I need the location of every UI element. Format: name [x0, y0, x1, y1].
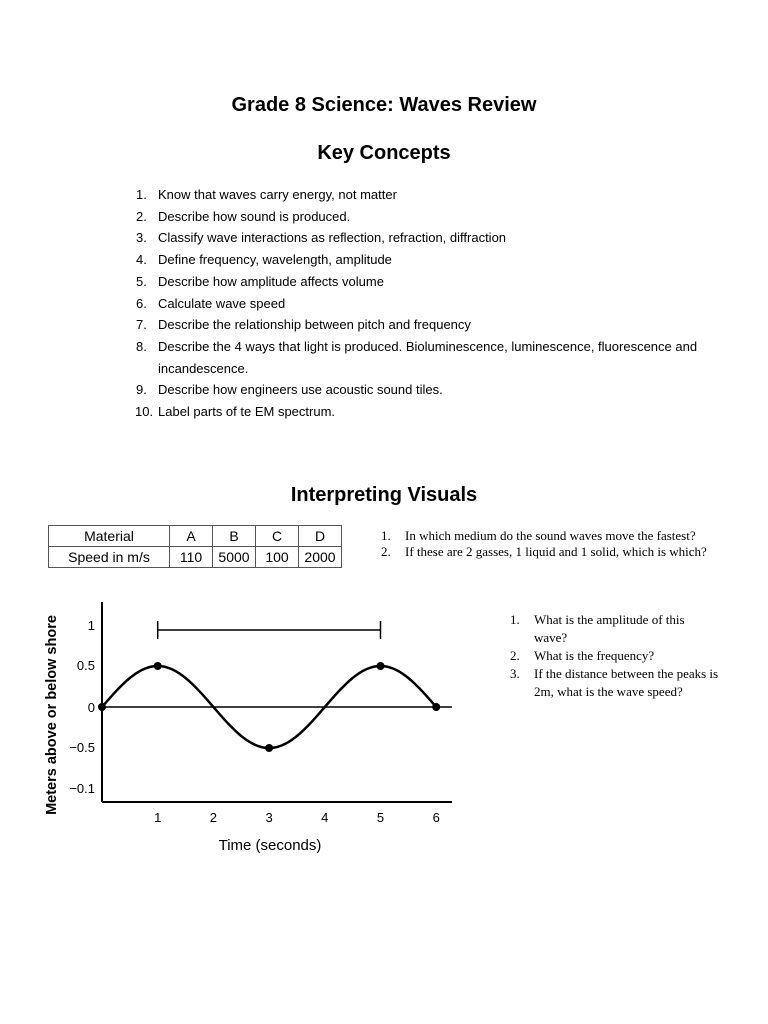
- list-item: [130, 249, 720, 271]
- table-header-cell: B: [213, 526, 256, 547]
- item-number: 2.: [381, 544, 391, 559]
- table-cell: 5000: [213, 547, 256, 568]
- item-number: 9.: [136, 382, 147, 398]
- item-number: 1.: [136, 187, 147, 202]
- table-row: [49, 547, 342, 568]
- x-tick-label: 2: [209, 810, 218, 825]
- wave-point: [265, 744, 273, 752]
- item-number: 5.: [136, 273, 147, 289]
- x-tick-label: 1: [154, 810, 162, 825]
- list-item: [510, 611, 720, 647]
- wave-point: [154, 662, 162, 670]
- list-item: [130, 206, 720, 228]
- item-number: 7.: [136, 317, 147, 333]
- list-item: [381, 544, 721, 560]
- item-text: Describe the relationship between pitch and frequency: [158, 317, 471, 333]
- wave-chart: [0, 590, 470, 870]
- item-number: 2.: [136, 208, 147, 224]
- list-item: [130, 336, 720, 379]
- x-tick-label: 4: [321, 810, 329, 825]
- y-tick-label: 1: [87, 618, 95, 633]
- item-text: Calculate wave speed: [158, 295, 286, 311]
- item-text: Classify wave interactions as reflection, refraction, diffraction: [158, 230, 507, 246]
- wave-point: [377, 662, 385, 670]
- table-header-cell: Material: [49, 526, 170, 547]
- y-axis-label: Meters above or below shore: [44, 615, 60, 815]
- list-item: [510, 647, 720, 665]
- list-item: [130, 293, 720, 315]
- list-item: [381, 528, 721, 544]
- x-tick-label: 6: [432, 810, 440, 825]
- wave-point: [432, 703, 440, 711]
- item-text: If these are 2 gasses, 1 liquid and 1 solid, which is which?: [405, 544, 707, 559]
- y-tick-label: 0.5: [76, 658, 95, 673]
- table-cell: 110: [170, 547, 213, 568]
- item-number: 6.: [136, 295, 147, 311]
- list-item: [130, 271, 720, 293]
- item-text: Label parts of te EM spectrum.: [158, 404, 336, 420]
- item-text: In which medium do the sound waves move the fastest?: [405, 528, 696, 543]
- y-tick-label: −0.5: [69, 740, 95, 755]
- list-item: [130, 314, 720, 336]
- item-text: Describe how amplitude affects volume: [158, 273, 384, 289]
- x-tick-label: 3: [265, 810, 273, 825]
- x-axis-label: Time (seconds): [218, 837, 322, 854]
- table-header-cell: D: [299, 526, 342, 547]
- key-concepts-list: [130, 184, 720, 423]
- table-header-cell: A: [170, 526, 213, 547]
- item-number: 3.: [510, 666, 520, 681]
- item-text: Describe the 4 ways that light is produced. Bioluminescence, luminescence, fluorescence and incandescence.: [158, 338, 698, 376]
- item-text: Define frequency, wavelength, amplitude: [158, 252, 392, 268]
- item-text: Know that waves carry energy, not matter: [158, 187, 397, 202]
- speed-table: [48, 525, 342, 568]
- list-item: [130, 401, 720, 423]
- page-title: Grade 8 Science: Waves Review: [231, 94, 537, 116]
- table-header-cell: C: [256, 526, 299, 547]
- list-item: [510, 665, 720, 701]
- key-concepts-heading: Key Concepts: [317, 142, 451, 164]
- item-number: 10.: [135, 404, 154, 420]
- item-text: If the distance between the peaks is 2m, what is the wave speed?: [534, 666, 719, 699]
- list-item: [130, 227, 720, 249]
- list-item: [130, 184, 720, 206]
- item-text: Describe how engineers use acoustic sound tiles.: [158, 382, 443, 398]
- item-number: 2.: [510, 648, 520, 663]
- interpreting-visuals-heading: Interpreting Visuals: [290, 484, 478, 506]
- table-cell: 2000: [299, 547, 342, 568]
- x-tick-label: 5: [376, 810, 385, 825]
- graph-questions: [510, 611, 720, 701]
- y-tick-label: −0.1: [69, 781, 95, 796]
- item-number: 1.: [510, 612, 520, 627]
- item-number: 1.: [381, 528, 391, 543]
- table-cell: 100: [256, 547, 299, 568]
- table-cell: Speed in m/s: [49, 547, 170, 568]
- wave-point: [98, 703, 106, 711]
- item-text: What is the frequency?: [534, 648, 655, 663]
- item-number: 4.: [136, 252, 147, 268]
- item-number: 8.: [136, 338, 147, 354]
- table-questions: [381, 528, 721, 560]
- y-tick-label: 0: [87, 700, 95, 715]
- item-text: Describe how sound is produced.: [158, 208, 351, 224]
- item-text: What is the amplitude of this wave?: [534, 612, 685, 645]
- table-row: [49, 526, 342, 547]
- item-number: 3.: [136, 230, 147, 246]
- list-item: [130, 379, 720, 401]
